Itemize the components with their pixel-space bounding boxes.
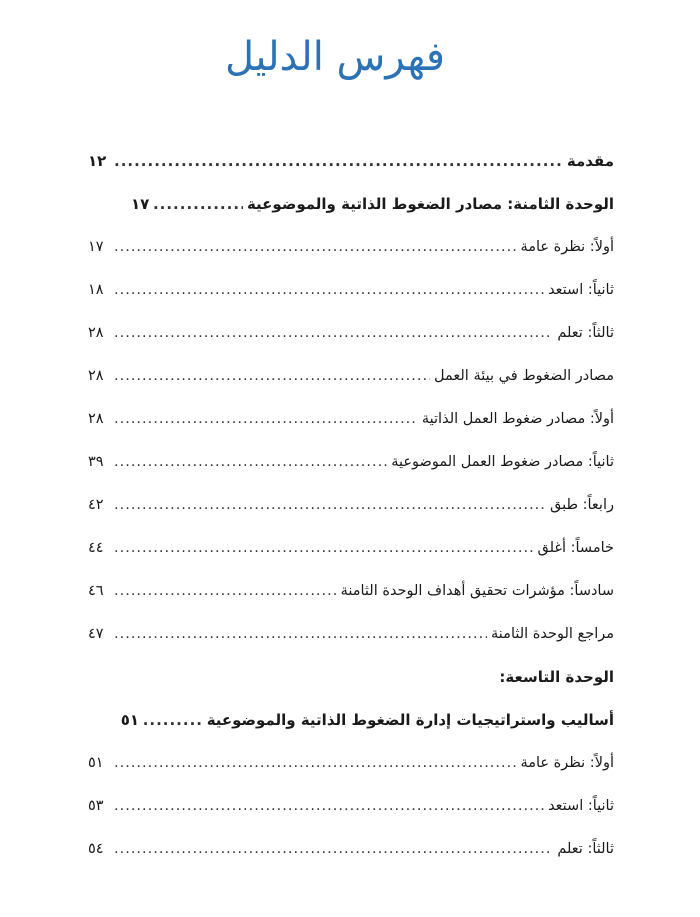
toc-entry-unit-eight[interactable] bbox=[88, 183, 614, 226]
toc-page-number: ٣٩ bbox=[88, 454, 104, 470]
toc-leader-dots bbox=[114, 742, 516, 785]
toc-entry-subjective-sources[interactable] bbox=[88, 398, 614, 441]
toc-entry-objective-sources[interactable] bbox=[88, 441, 614, 484]
toc-entry-label: ثانياً: استعد bbox=[548, 282, 614, 298]
toc-page-number: ١٧ bbox=[88, 239, 104, 255]
toc-page-number: ٥١ bbox=[120, 711, 139, 729]
toc-entry-label: ثالثاً: تعلم bbox=[557, 841, 614, 857]
toc-page-number: ٥٤ bbox=[88, 841, 104, 857]
toc-entry-label: أولاً: مصادر ضغوط العمل الذاتية bbox=[421, 411, 614, 427]
toc-entry-learn[interactable] bbox=[88, 312, 614, 355]
toc-leader-dots bbox=[114, 355, 430, 398]
toc-entry-label: ثالثاً: تعلم bbox=[557, 325, 614, 341]
toc-entry-introduction[interactable] bbox=[88, 140, 614, 183]
toc-entry-label: مصادر الضغوط في بيئة العمل bbox=[434, 368, 614, 384]
toc-entry-learn-2[interactable] bbox=[88, 828, 614, 871]
toc-page-number: ٤٢ bbox=[88, 497, 104, 513]
toc-entry-label: ثانياً: مصادر ضغوط العمل الموضوعية bbox=[391, 454, 614, 470]
toc-page-number: ٥١ bbox=[88, 755, 104, 771]
toc-page-number: ٤٧ bbox=[88, 626, 104, 642]
toc-page-number: ١٧ bbox=[130, 195, 150, 213]
toc-leader-dots bbox=[114, 398, 418, 441]
toc-leader-dots bbox=[114, 269, 544, 312]
toc-entry-label: مقدمة bbox=[566, 152, 614, 170]
toc-page-number: ٤٤ bbox=[88, 540, 104, 556]
toc-entry-apply[interactable] bbox=[88, 484, 614, 527]
toc-page-number: ٢٨ bbox=[88, 368, 104, 384]
toc-entry-label: أولاً: نظرة عامة bbox=[520, 239, 614, 255]
toc-leader-dots bbox=[114, 484, 546, 527]
toc-leader-dots bbox=[114, 441, 387, 484]
toc-leader-dots bbox=[153, 183, 243, 226]
toc-entry-label: خامساً: أغلق bbox=[537, 540, 614, 556]
toc-entry-label: أولاً: نظرة عامة bbox=[520, 755, 614, 771]
toc-leader-dots bbox=[114, 785, 544, 828]
table-of-contents bbox=[88, 140, 614, 871]
toc-leader-dots bbox=[114, 140, 563, 183]
toc-page-number: ١٨ bbox=[88, 282, 104, 298]
toc-leader-dots bbox=[114, 527, 533, 570]
toc-entry-label: مراجع الوحدة الثامنة bbox=[491, 626, 614, 642]
toc-entry-work-stress-sources[interactable] bbox=[88, 355, 614, 398]
toc-entry-overview-2[interactable] bbox=[88, 742, 614, 785]
toc-entry-label: رابعاً: طبق bbox=[550, 497, 614, 513]
toc-leader-dots bbox=[114, 226, 516, 269]
toc-page-number: ٥٣ bbox=[88, 798, 104, 814]
toc-entry-prepare[interactable] bbox=[88, 269, 614, 312]
toc-leader-dots bbox=[114, 613, 487, 656]
toc-leader-dots bbox=[114, 312, 553, 355]
toc-entry-label: أساليب واستراتيجيات إدارة الضغوط الذاتية والموضوعية bbox=[206, 711, 614, 729]
toc-page-number: ٢٨ bbox=[88, 411, 104, 427]
toc-page-number: ١٢ bbox=[88, 152, 107, 170]
toc-entry-label: الوحدة التاسعة: bbox=[499, 668, 614, 686]
toc-leader-dots bbox=[114, 828, 553, 871]
toc-entry-strategies[interactable] bbox=[88, 699, 614, 742]
toc-entry-unit-nine[interactable] bbox=[88, 656, 614, 699]
toc-leader-dots bbox=[143, 699, 203, 742]
toc-entry-indicators[interactable] bbox=[88, 570, 614, 613]
toc-entry-label: ثانياً: استعد bbox=[548, 798, 614, 814]
toc-entry-label: سادساً: مؤشرات تحقيق أهداف الوحدة الثامنة bbox=[340, 583, 614, 599]
toc-entry-prepare-2[interactable] bbox=[88, 785, 614, 828]
toc-leader-dots bbox=[114, 570, 337, 613]
page-title: فهرس الدليل bbox=[224, 34, 446, 80]
toc-entry-overview[interactable] bbox=[88, 226, 614, 269]
toc-entry-close[interactable] bbox=[88, 527, 614, 570]
toc-page-number: ٤٦ bbox=[88, 583, 104, 599]
toc-entry-label: الوحدة الثامنة: مصادر الضغوط الذاتية والموضوعية bbox=[246, 195, 614, 213]
toc-entry-references[interactable] bbox=[88, 613, 614, 656]
toc-page-number: ٢٨ bbox=[88, 325, 104, 341]
